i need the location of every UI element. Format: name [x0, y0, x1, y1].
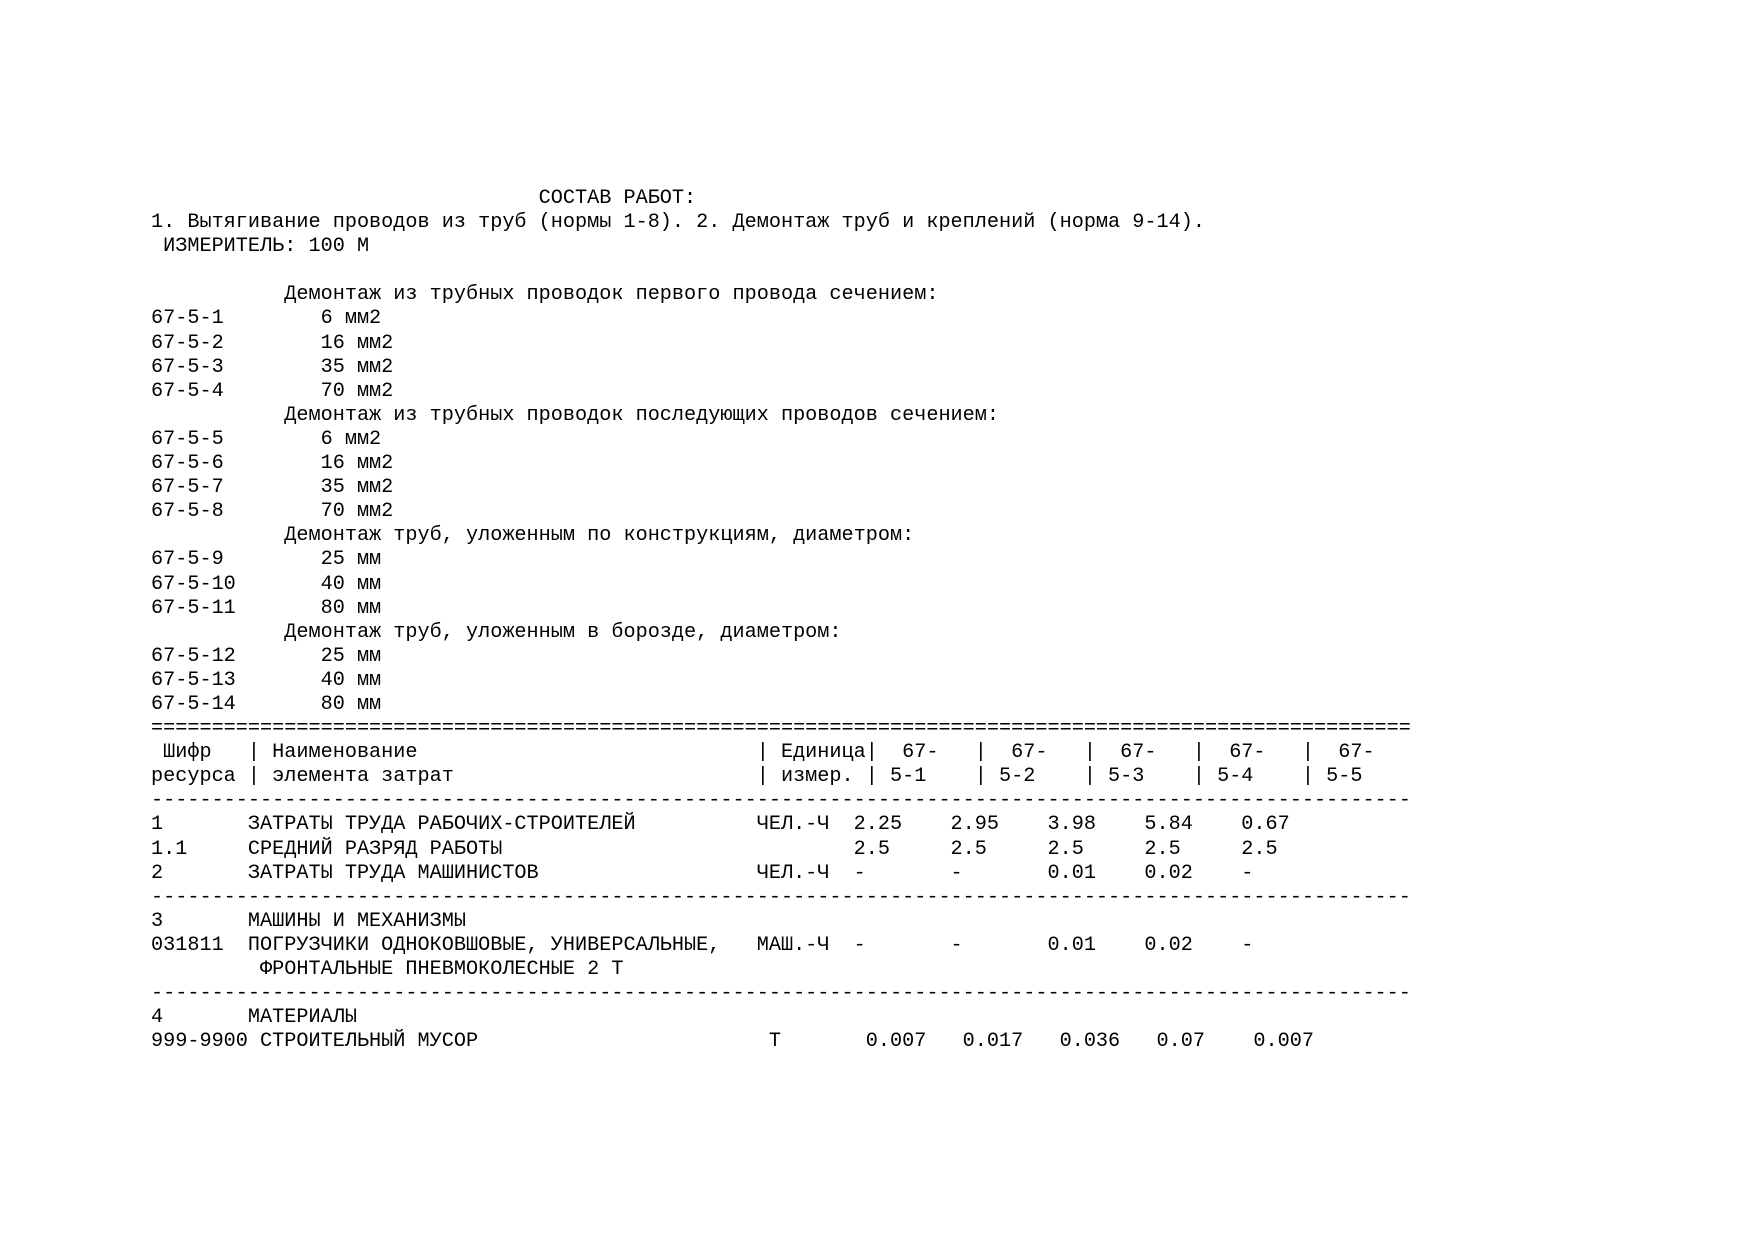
norm-row: 67-5-7 35 мм2 — [151, 476, 394, 500]
doc-title: СОСТАВ РАБОТ: — [151, 187, 697, 210]
norm-row: 67-5-2 16 мм2 — [151, 331, 394, 355]
table-border-double: ======================================================================================================== — [151, 717, 1411, 741]
table-divider: -------------------------------------------------------------------------------------------------------- — [151, 982, 1411, 1006]
norm-row: 67-5-1 6 мм2 — [151, 307, 382, 331]
norm-document-text — [151, 187, 1411, 1054]
table-header-row: ресурса | элемента затрат | измер. | 5-1 | 5-2 | 5-3 | 5-4 | 5-5 — [151, 765, 1363, 789]
table-row: ФРОНТАЛЬНЫЕ ПНЕВМОКОЛЕСНЫЕ 2 Т — [151, 958, 624, 981]
norm-row: 67-5-9 25 мм — [151, 548, 382, 572]
norm-row: 67-5-6 16 мм2 — [151, 452, 394, 476]
norm-row: 67-5-4 70 мм2 — [151, 379, 394, 403]
table-header-row: Шифр | Наименование | Единица| 67- | 67- | 67- | 67- | 67- — [151, 741, 1375, 765]
norm-row: 67-5-13 40 мм — [151, 668, 382, 692]
norm-row: 67-5-5 6 мм2 — [151, 427, 382, 451]
norm-row: 67-5-3 35 мм2 — [151, 355, 394, 379]
table-divider: -------------------------------------------------------------------------------------------------------- — [151, 789, 1411, 813]
norm-row: 67-5-11 80 мм — [151, 596, 382, 620]
section-heading: Демонтаж труб, уложенным в борозде, диаметром: — [151, 620, 842, 644]
blank-line — [151, 259, 1411, 283]
work-composition: 1. Вытягивание проводов из труб (нормы 1-8). 2. Демонтаж труб и креплений (норма 9-14). — [151, 211, 1205, 235]
section-heading: Демонтаж труб, уложенным по конструкциям, диаметром: — [151, 524, 915, 548]
table-row: 2 ЗАТРАТЫ ТРУДА МАШИНИСТОВ ЧЕЛ.-Ч - - 0.01 0.02 - — [151, 861, 1254, 885]
table-divider: -------------------------------------------------------------------------------------------------------- — [151, 885, 1411, 909]
table-row: 4 МАТЕРИАЛЫ — [151, 1006, 357, 1030]
section-heading: Демонтаж из трубных проводок первого провода сечением: — [151, 283, 939, 307]
norm-row: 67-5-10 40 мм — [151, 572, 382, 596]
unit-of-measure: ИЗМЕРИТЕЛЬ: 100 М — [151, 235, 370, 259]
norm-row: 67-5-8 70 мм2 — [151, 500, 394, 524]
norm-row: 67-5-12 25 мм — [151, 644, 382, 668]
table-row: 1.1 СРЕДНИЙ РАЗРЯД РАБОТЫ 2.5 2.5 2.5 2.5 2.5 — [151, 837, 1278, 861]
table-row: 031811 ПОГРУЗЧИКИ ОДНОКОВШОВЫЕ, УНИВЕРСАЛЬНЫЕ, МАШ.-Ч - - 0.01 0.02 - — [151, 933, 1254, 957]
table-row: 3 МАШИНЫ И МЕХАНИЗМЫ — [151, 909, 466, 933]
table-row: 1 ЗАТРАТЫ ТРУДА РАБОЧИХ-СТРОИТЕЛЕЙ ЧЕЛ.-Ч 2.25 2.95 3.98 5.84 0.67 — [151, 813, 1290, 837]
norm-row: 67-5-14 80 мм — [151, 692, 382, 716]
table-row: 999-9900 СТРОИТЕЛЬНЫЙ МУСОР Т 0.007 0.017 0.036 0.07 0.007 — [151, 1030, 1314, 1054]
section-heading: Демонтаж из трубных проводок последующих проводов сечением: — [151, 403, 1000, 427]
